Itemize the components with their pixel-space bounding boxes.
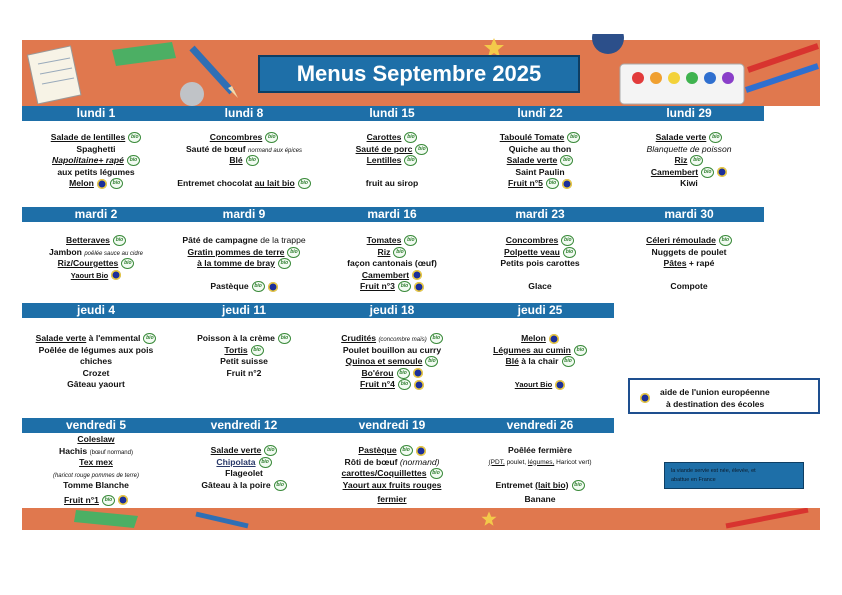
menu-item: Sauté de porc bio xyxy=(318,144,466,156)
menu-item: Nuggets de poulet xyxy=(651,246,727,257)
menu-item: Petits pois carottes xyxy=(500,258,580,268)
menu-item: Gratin pommes de terre bio xyxy=(170,247,318,259)
menu-item: Saint Paulin xyxy=(515,166,565,177)
header-jeudi-25: jeudi 25 xyxy=(466,303,614,318)
bio-icon: bio xyxy=(572,480,585,491)
header-lundi-15: lundi 15 xyxy=(318,106,466,121)
ruler-icon xyxy=(72,508,142,530)
header-lundi-8: lundi 8 xyxy=(170,106,318,121)
menu-item: Salade verte bio xyxy=(614,132,764,144)
bio-icon: bio xyxy=(278,333,291,344)
header-vendredi-5: vendredi 5 xyxy=(22,418,170,433)
menu-mardi-30 xyxy=(614,235,764,293)
menu-item: Yaourt aux fruits rouges xyxy=(342,479,442,490)
bio-icon: bio xyxy=(252,281,265,292)
page-title: Menus Septembre 2025 xyxy=(258,55,580,93)
menu-item: Melon bio xyxy=(22,178,170,190)
bio-icon: bio xyxy=(110,178,123,189)
bio-icon: bio xyxy=(128,132,141,143)
bio-icon: bio xyxy=(265,132,278,143)
menu-jeudi-18 xyxy=(318,333,466,391)
menu-lundi-29 xyxy=(614,132,764,190)
menu-lundi-8 xyxy=(170,132,318,190)
bio-icon: bio xyxy=(121,258,134,269)
menu-mardi-9 xyxy=(170,235,318,293)
bio-icon: bio xyxy=(560,155,573,166)
menu-item: Jambon poêlée sauce au cidre xyxy=(48,246,144,257)
eu-icon xyxy=(416,446,426,456)
bio-icon: bio xyxy=(425,356,438,367)
eu-legend-line1: aide de l'union européenne xyxy=(660,387,770,397)
menu-jeudi-4 xyxy=(22,333,170,391)
menu-item: Poêlée fermière xyxy=(507,445,572,455)
menu-item: Salade verte bio xyxy=(170,445,318,457)
menu-item: Camembert bio xyxy=(614,167,764,179)
menu-item: Gâteau à la poire bio xyxy=(170,480,318,492)
menu-item: Pâté de campagne de la trappe xyxy=(182,235,306,245)
menu-item: Fruit n°1 bio xyxy=(22,495,170,507)
menu-item: Fruit n°2 xyxy=(226,367,262,378)
menu-vendredi-26 xyxy=(466,445,614,506)
menu-item: Fruit n°4 bio xyxy=(318,379,466,391)
menu-item: Céleri rémoulade bio xyxy=(614,235,764,247)
bio-icon: bio xyxy=(398,281,411,292)
header-lundi-29: lundi 29 xyxy=(614,106,764,121)
colored-pencils-icon xyxy=(722,508,812,530)
bio-icon: bio xyxy=(246,155,259,166)
menu-item: Yaourt Bio xyxy=(466,379,614,391)
bio-icon: bio xyxy=(574,345,587,356)
bio-icon: bio xyxy=(709,132,722,143)
eu-legend-line2: à destination des écoles xyxy=(666,399,765,409)
menu-item: à la tomme de bray bio xyxy=(170,258,318,270)
eu-icon xyxy=(562,179,572,189)
menu-item: chiches xyxy=(79,356,112,366)
menu-item: Banane xyxy=(524,494,556,504)
menu-item: Crudités (concombre maïs) bio xyxy=(318,333,466,345)
menu-lundi-15 xyxy=(318,132,466,190)
bio-icon: bio xyxy=(701,167,714,178)
menu-item: Tex mex xyxy=(79,457,113,467)
menu-item: Légumes au cumin bio xyxy=(466,345,614,357)
bio-icon: bio xyxy=(113,235,126,246)
menu-item: Spaghetti xyxy=(76,143,116,154)
bio-icon: bio xyxy=(298,178,311,189)
menu-mardi-2 xyxy=(22,235,170,281)
bio-icon: bio xyxy=(430,333,443,344)
menu-item: Salade verte à l'emmental bio xyxy=(22,333,170,345)
menu-item: Blanquette de poisson xyxy=(646,143,732,154)
menu-item: Riz bio xyxy=(318,247,466,259)
menu-item: Riz bio xyxy=(614,155,764,167)
bio-icon: bio xyxy=(398,379,411,390)
menu-item: façon cantonais (œuf) xyxy=(347,258,437,268)
menu-item: Chipolata bio xyxy=(170,457,318,469)
menu-item: Petit suisse xyxy=(220,356,268,366)
menu-item: Bo'érou bio xyxy=(318,368,466,380)
bio-icon: bio xyxy=(259,457,272,468)
menu-lundi-1 xyxy=(22,132,170,190)
menu-item: Rôti de bœuf (normand) xyxy=(344,456,440,467)
menu-item: Salade verte bio xyxy=(466,155,614,167)
bio-icon: bio xyxy=(404,235,417,246)
bio-icon: bio xyxy=(719,235,732,246)
header-mardi-23: mardi 23 xyxy=(466,207,614,222)
eu-icon xyxy=(413,368,423,378)
paint-palette-icon xyxy=(618,62,748,108)
bio-icon: bio xyxy=(274,480,287,491)
eu-icon xyxy=(414,282,424,292)
bio-icon: bio xyxy=(567,132,580,143)
bio-icon: bio xyxy=(430,468,443,479)
menu-item: Quiche au thon xyxy=(508,143,572,154)
eu-icon xyxy=(97,179,107,189)
menu-item: Betteraves bio xyxy=(22,235,170,247)
header-lundi-1: lundi 1 xyxy=(22,106,170,121)
eu-icon xyxy=(111,270,121,280)
menu-item: (PDT, poulet, légumes, Haricot vert) xyxy=(488,458,592,466)
bio-icon: bio xyxy=(404,155,417,166)
menu-item: fermier xyxy=(377,494,407,504)
bio-icon: bio xyxy=(393,247,406,258)
header-jeudi-4: jeudi 4 xyxy=(22,303,170,318)
menu-item: Tomates bio xyxy=(318,235,466,247)
menu-item: Carottes bio xyxy=(318,132,466,144)
menu-mardi-23 xyxy=(466,235,614,293)
header-jeudi-18: jeudi 18 xyxy=(318,303,466,318)
menu-item: Poêlée de légumes aux pois xyxy=(38,344,154,355)
bio-icon: bio xyxy=(102,495,115,506)
menu-item: Sauté de bœuf normand aux épices xyxy=(185,143,303,154)
header-mardi-9: mardi 9 xyxy=(170,207,318,222)
menu-item: carottes/Coquillettes bio xyxy=(318,468,466,480)
bio-icon: bio xyxy=(264,445,277,456)
bio-icon: bio xyxy=(563,247,576,258)
menu-item: Gâteau yaourt xyxy=(67,379,125,389)
star-icon xyxy=(480,510,498,528)
menu-item: Tomme Blanche xyxy=(63,480,129,490)
bio-icon: bio xyxy=(404,132,417,143)
menu-item: Pastèque bio xyxy=(318,445,466,457)
menu-jeudi-25 xyxy=(466,333,614,391)
menu-item: Poulet bouillon au curry xyxy=(342,344,442,355)
bio-icon: bio xyxy=(400,445,413,456)
bio-icon: bio xyxy=(287,247,300,258)
menu-vendredi-5 xyxy=(22,434,170,506)
menu-item: aux petits légumes xyxy=(57,166,135,177)
menu-mardi-16 xyxy=(318,235,466,293)
menu-item: Lentilles bio xyxy=(318,155,466,167)
eu-icon xyxy=(549,334,559,344)
globe-icon xyxy=(588,34,628,58)
header-lundi-22: lundi 22 xyxy=(466,106,614,121)
menu-item: Entremet chocolat au lait bio bio xyxy=(170,178,318,190)
eu-icon xyxy=(717,167,727,177)
menu-item: Blé bio xyxy=(170,155,318,167)
colored-pencils-icon xyxy=(742,40,820,100)
menu-vendredi-12 xyxy=(170,445,318,491)
menu-item: Taboulé Tomate bio xyxy=(466,132,614,144)
menu-item: Glace xyxy=(528,281,552,291)
meat-note-line2: abattue en France xyxy=(671,477,716,483)
menu-item: Polpette veau bio xyxy=(466,247,614,259)
menu-lundi-22 xyxy=(466,132,614,190)
eu-icon xyxy=(412,270,422,280)
bottom-banner xyxy=(22,508,820,530)
menu-item: Fruit n°5 bio xyxy=(466,178,614,190)
header-vendredi-26: vendredi 26 xyxy=(466,418,614,433)
bio-icon: bio xyxy=(397,368,410,379)
eu-icon xyxy=(640,393,650,403)
menu-item: fruit au sirop xyxy=(365,178,419,188)
meat-origin-note xyxy=(664,462,804,489)
eu-icon xyxy=(555,380,565,390)
menu-vendredi-19 xyxy=(318,445,466,506)
menu-item: Salade de lentilles bio xyxy=(22,132,170,144)
menu-item: Pastèque bio xyxy=(170,281,318,293)
header-mardi-30: mardi 30 xyxy=(614,207,764,222)
ruler-icon xyxy=(102,40,182,80)
menu-item: Quinoa et semoule bio xyxy=(318,356,466,368)
menu-item: Fruit n°3 bio xyxy=(318,281,466,293)
header-vendredi-19: vendredi 19 xyxy=(318,418,466,433)
menu-item: Kiwi xyxy=(680,178,698,188)
eu-legend xyxy=(628,378,820,414)
menu-item: Tortis bio xyxy=(170,345,318,357)
header-jeudi-11: jeudi 11 xyxy=(170,303,318,318)
menu-item: Napolitaine+ rapé bio xyxy=(22,155,170,167)
bio-icon: bio xyxy=(690,155,703,166)
menu-item: Concombres bio xyxy=(170,132,318,144)
bio-icon: bio xyxy=(127,155,140,166)
menu-item: Crozet xyxy=(82,367,110,378)
menu-item: Yaourt Bio xyxy=(22,270,170,282)
menu-item: Coleslaw xyxy=(77,434,115,444)
bio-icon: bio xyxy=(546,178,559,189)
menu-item: Concombres bio xyxy=(466,235,614,247)
eu-icon xyxy=(118,495,128,505)
menu-jeudi-11 xyxy=(170,333,318,379)
header-mardi-16: mardi 16 xyxy=(318,207,466,222)
menu-item: Hachis (bœuf normand) xyxy=(59,445,133,456)
bio-icon: bio xyxy=(561,235,574,246)
bio-icon: bio xyxy=(143,333,156,344)
eu-icon xyxy=(268,282,278,292)
menu-item: Poisson à la crème bio xyxy=(170,333,318,345)
meat-note-line1: la viande servie est née, élevée, et xyxy=(671,468,756,474)
header-mardi-2: mardi 2 xyxy=(22,207,170,222)
bio-icon: bio xyxy=(278,258,291,269)
menu-item: Flageolet xyxy=(225,468,263,478)
pencil-icon xyxy=(192,510,252,530)
menu-item: Compote xyxy=(670,281,708,291)
notebook-icon xyxy=(24,44,84,104)
header-vendredi-12: vendredi 12 xyxy=(170,418,318,433)
menu-item: Camembert xyxy=(318,270,466,282)
menu-item: Entremet (lait bio) bio xyxy=(466,480,614,492)
flask-icon xyxy=(172,74,212,106)
eu-icon xyxy=(414,380,424,390)
menu-item: Riz/Courgettes bio xyxy=(22,258,170,270)
menu-item: Pâtes + rapé xyxy=(663,258,715,268)
bio-icon: bio xyxy=(251,345,264,356)
bio-icon: bio xyxy=(415,144,428,155)
bio-icon: bio xyxy=(562,356,575,367)
menu-item: Blé à la chair bio xyxy=(466,356,614,368)
menu-item: (haricot rouge pommes de terre) xyxy=(52,472,140,479)
menu-item: Melon xyxy=(466,333,614,345)
